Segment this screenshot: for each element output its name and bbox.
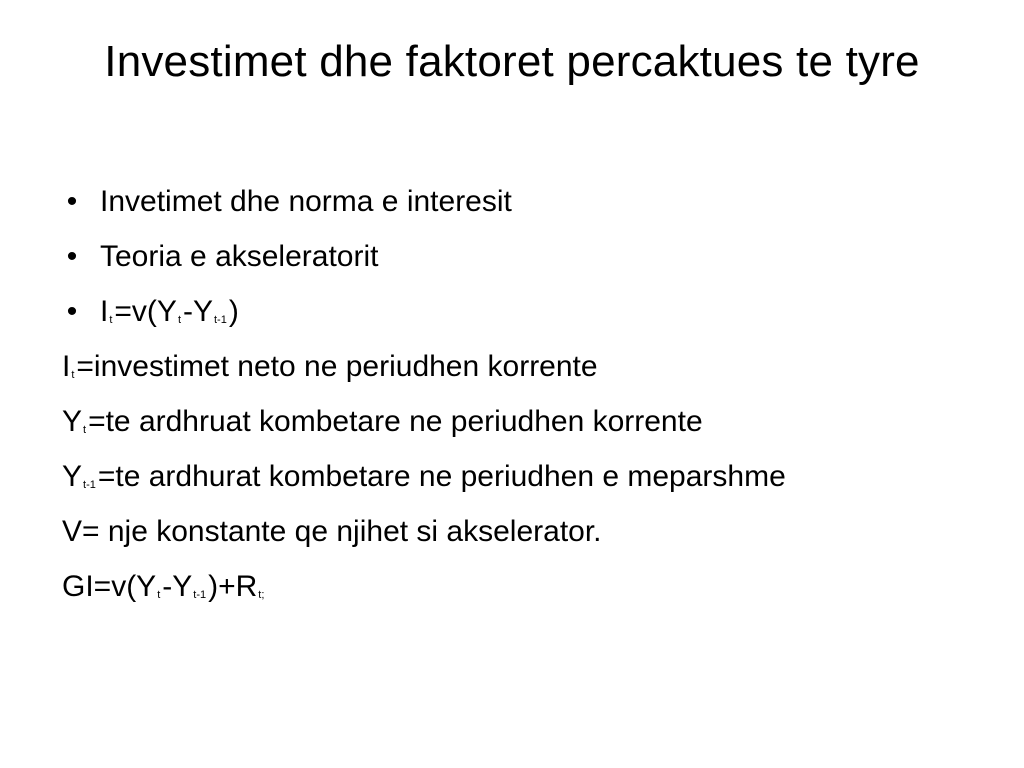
definition-subscript: t [83, 424, 87, 436]
definition-text: =te ardhruat kombetare ne periudhen korrente [88, 405, 703, 438]
bullet-icon: • [66, 240, 78, 273]
gi-formula [62, 569, 962, 605]
definition-line [62, 404, 962, 440]
bullet-text: Invetimet dhe norma e interesit [100, 185, 512, 218]
definition-text: V= nje konstante qe njihet si akselerator. [62, 515, 602, 548]
bullet-text: Teoria e akseleratorit [100, 240, 379, 273]
formula-subscript: t-1 [214, 314, 227, 326]
formula-subscript: t [177, 314, 181, 326]
definition-symbol: I [62, 350, 71, 383]
formula-text: ) [228, 295, 239, 328]
bullet-formula [62, 294, 962, 330]
bullet-item [62, 239, 962, 275]
formula-text: I [100, 295, 109, 328]
definition-text: =investimet neto ne periudhen korrente [76, 350, 598, 383]
definition-line [62, 349, 962, 385]
definition-subscript: t-1 [83, 479, 96, 491]
definition-text: =te ardhurat kombetare ne periudhen e meparshme [97, 460, 786, 493]
bullet-icon: • [66, 185, 78, 218]
slide-content [62, 184, 962, 624]
formula-subscript: t [109, 314, 113, 326]
formula-subscript: t [157, 589, 161, 601]
formula-text: )+R [208, 570, 258, 603]
formula-subscript: t-1 [193, 589, 207, 601]
definition-symbol: Y [62, 460, 83, 493]
formula-text: GI=v(Y [62, 570, 157, 603]
formula-text: -Y [162, 570, 193, 603]
definition-line [62, 459, 962, 495]
slide-title: Investimet dhe faktoret percaktues te tyre [104, 37, 920, 86]
bullet-item [62, 184, 962, 220]
formula-text: -Y [183, 295, 213, 328]
formula-text: =v(Y [114, 295, 177, 328]
formula-subscript: t; [258, 589, 265, 601]
definition-symbol: Y [62, 405, 83, 438]
definition-line [62, 514, 962, 550]
bullet-icon: • [66, 295, 78, 328]
definition-subscript: t [71, 369, 75, 381]
